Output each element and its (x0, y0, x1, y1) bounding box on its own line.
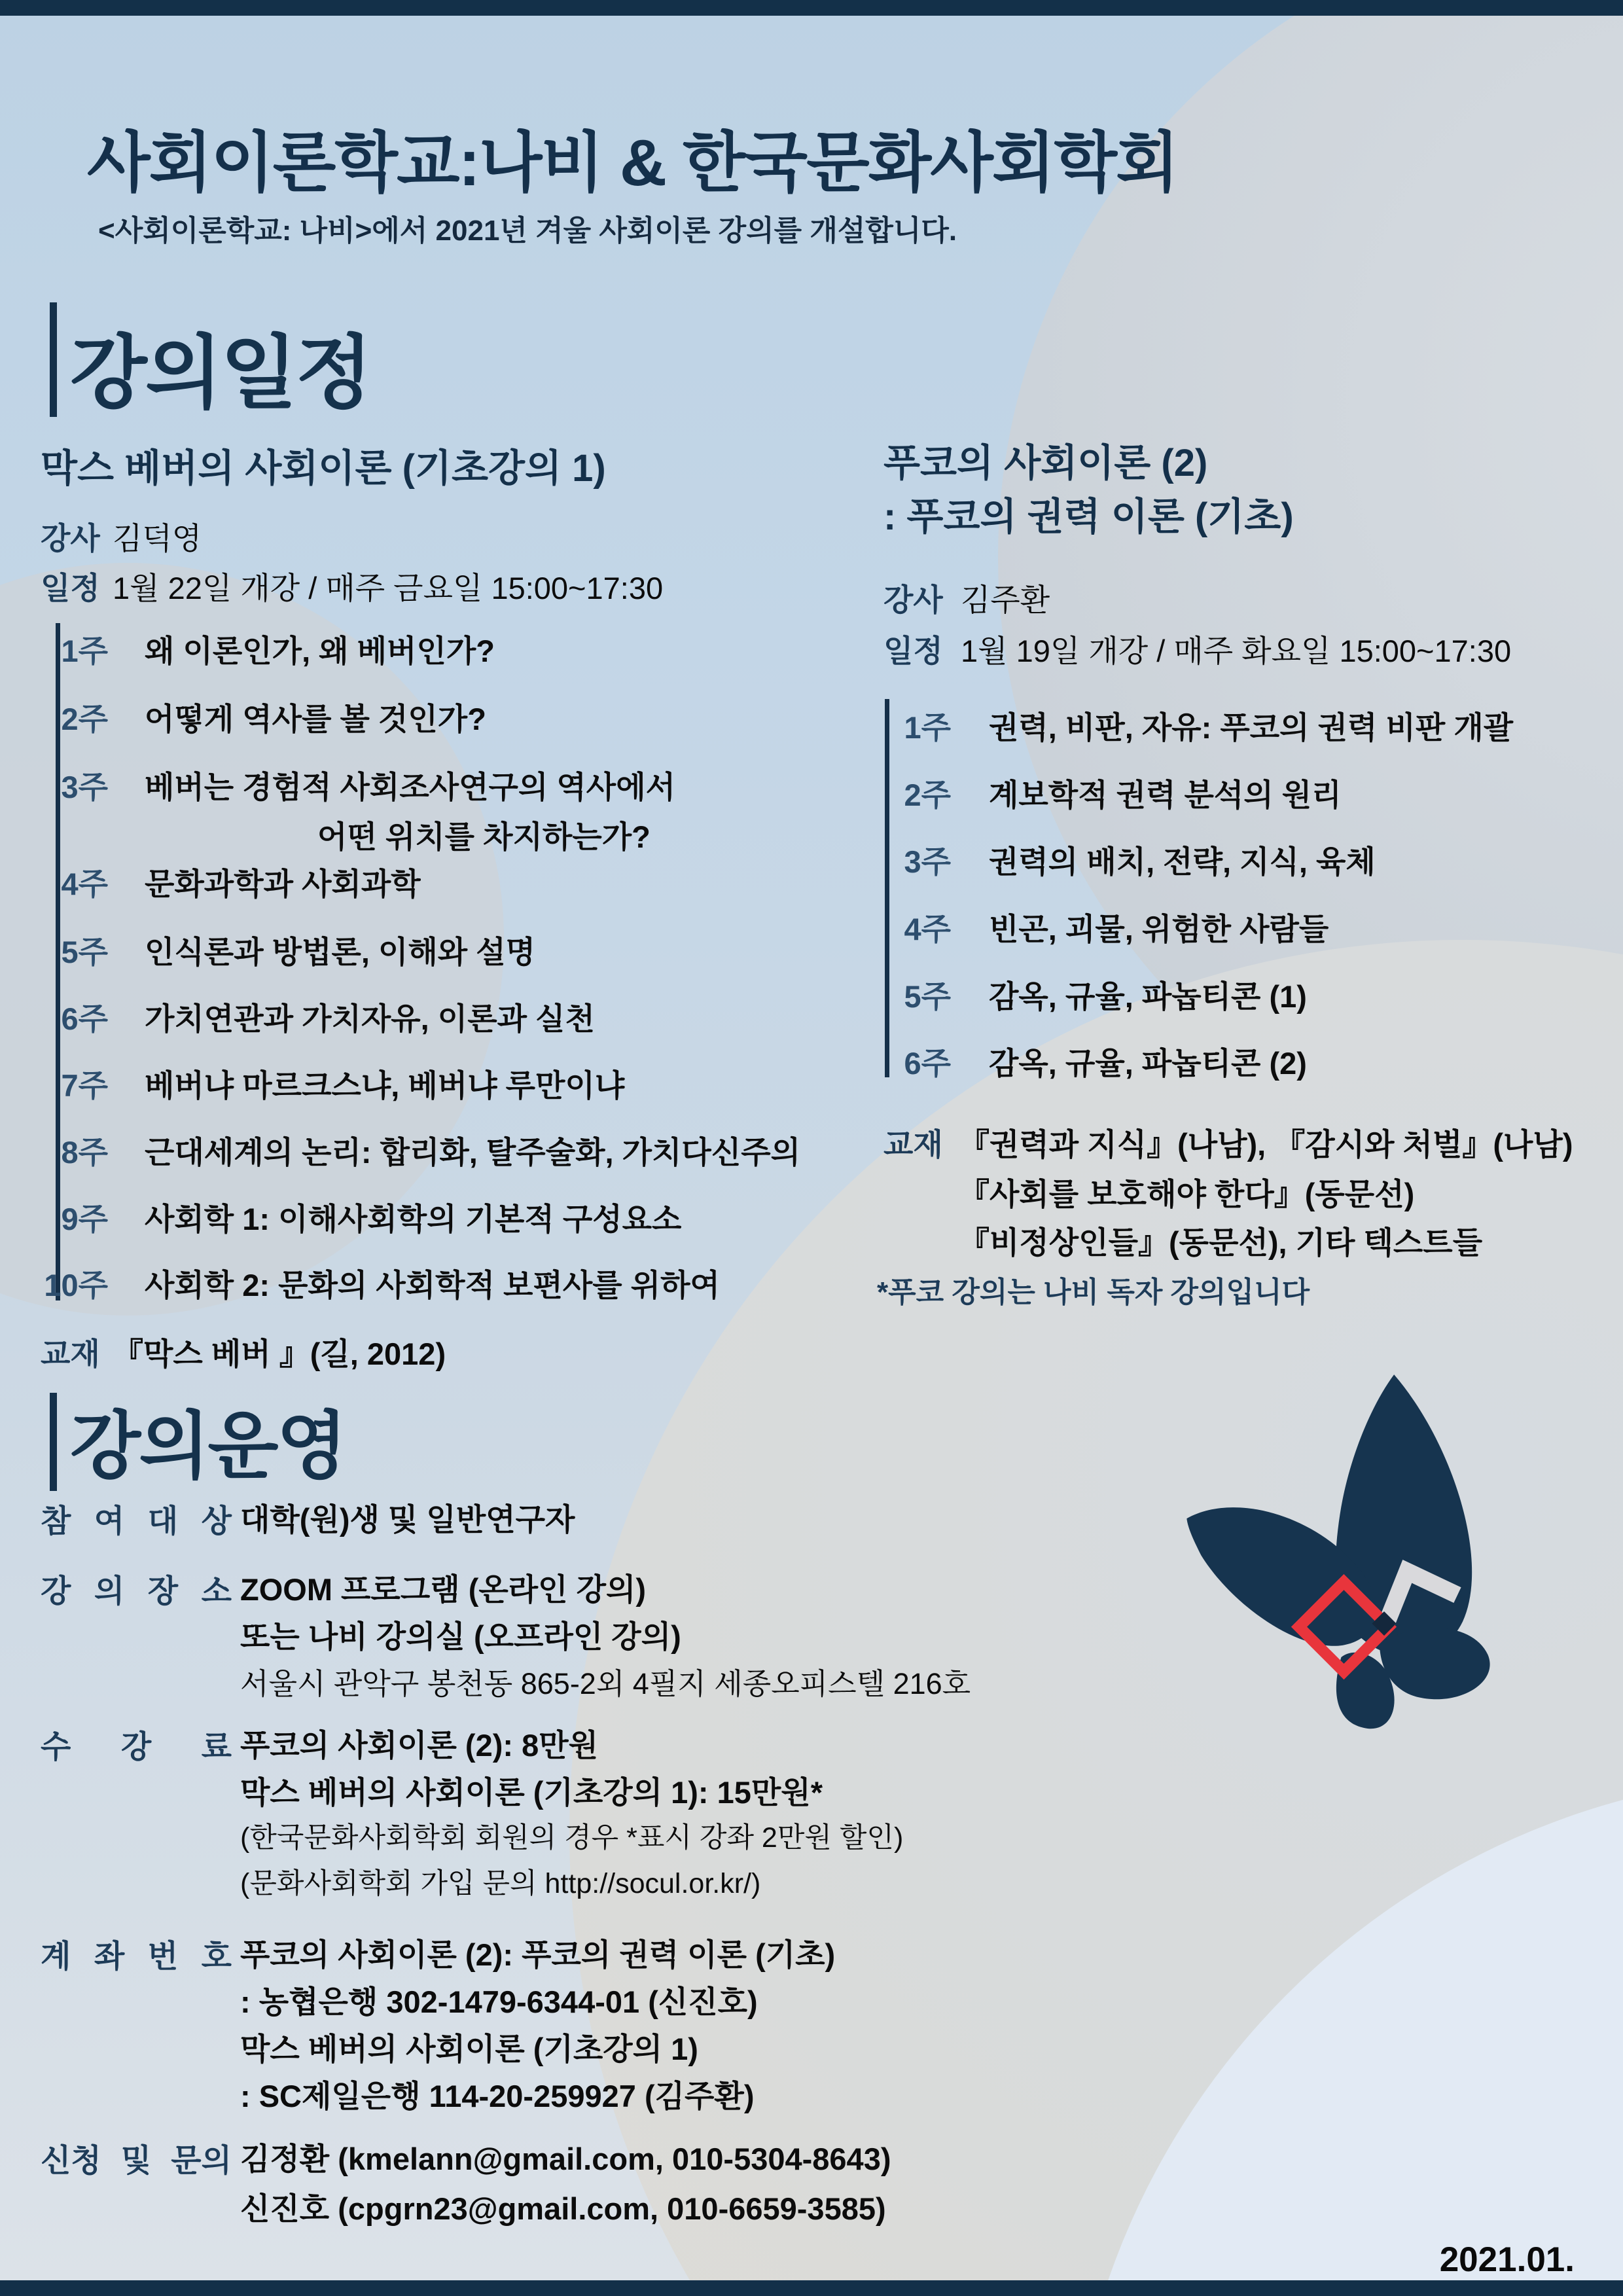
week-topic: 근대세계의 논리: 합리화, 탈주술화, 가치다신주의 (145, 1135, 801, 1170)
weber-schedule: 1월 22일 개강 / 매주 금요일 15:00~17:30 (113, 571, 664, 605)
week-number: 6주 (904, 1046, 951, 1081)
week-number: 1주 (61, 634, 108, 668)
row-value: ZOOM 프로그램 (온라인 강의) (240, 1572, 647, 1607)
foucault-instructor: 김주환 (961, 583, 1050, 617)
schedule-heading-bar (50, 302, 57, 417)
week-number: 10주 (44, 1268, 108, 1302)
row-value: 신진호 (cpgrn23@gmail.com, 010-6659-3585) (240, 2191, 886, 2226)
row-label: 수 강 료 (41, 1730, 232, 1765)
week-number: 9주 (61, 1202, 108, 1236)
weber-instructor-label: 강사 (41, 521, 100, 556)
week-number: 3주 (61, 770, 108, 804)
week-topic: 문화과학과 사회과학 (145, 867, 421, 901)
week-number: 5주 (61, 935, 108, 969)
week-number: 2주 (904, 778, 951, 812)
week-number: 3주 (904, 844, 951, 879)
top-bar (0, 0, 1623, 16)
foucault-schedule: 1월 19일 개강 / 매주 화요일 15:00~17:30 (961, 634, 1512, 668)
row-label: 강 의 장 소 (41, 1574, 232, 1609)
week-number: 8주 (61, 1135, 108, 1170)
week-topic: 가치연관과 가치자유, 이론과 실천 (145, 1001, 595, 1036)
week-topic: 권력, 비판, 자유: 푸코의 권력 비판 개괄 (989, 710, 1514, 745)
foucault-course-title-line1: 푸코의 사회이론 (2) (883, 442, 1208, 484)
row-value: (한국문화사회학회 회원의 경우 *표시 강좌 2만원 할인) (240, 1822, 904, 1854)
foucault-schedule-label: 일정 (883, 634, 943, 668)
row-value: 또는 나비 강의실 (오프라인 강의) (240, 1619, 681, 1654)
row-value: 막스 베버의 사회이론 (기초강의 1) (240, 2032, 698, 2066)
butterfly-logo (1175, 1363, 1518, 1732)
week-number: 7주 (61, 1068, 108, 1103)
week-row (39, 995, 595, 1039)
row-value: 서울시 관악구 봉천동 865-2외 4필지 세종오피스텔 216호 (240, 1667, 971, 1700)
week-topic: 감옥, 규율, 파놉티콘 (2) (989, 1046, 1307, 1081)
foucault-textbook-line: 『비정상인들』(동문선), 기타 텍스트들 (959, 1225, 1483, 1260)
week-number: 4주 (904, 912, 951, 946)
week-row (39, 1261, 720, 1305)
row-value: (문화사회학회 가입 문의 http://socul.or.kr/) (240, 1868, 761, 1899)
week-row (889, 973, 1307, 1016)
foucault-course-title-line2: : 푸코의 권력 이론 (기초) (883, 495, 1294, 538)
weber-instructor: 김덕영 (113, 521, 202, 556)
foucault-textbook-line: 『권력과 지식』(나남), 『감시와 처벌』(나남) (959, 1127, 1573, 1162)
row-value: 김정환 (kmelann@gmail.com, 010-5304-8643) (240, 2142, 891, 2176)
foucault-note: *푸코 강의는 나비 독자 강의입니다 (877, 1276, 1310, 1308)
week-row (39, 695, 486, 739)
weber-textbook: 『막스 베버 』(길, 2012) (113, 1336, 446, 1371)
week-row (39, 627, 495, 671)
week-topic: 계보학적 권력 분석의 원리 (989, 778, 1342, 812)
week-topic: 왜 이론인가, 왜 베버인가? (145, 634, 495, 668)
week-row (889, 771, 1342, 815)
row-label: 계 좌 번 호 (41, 1939, 232, 1974)
week-row (39, 1062, 624, 1105)
bottom-bar (0, 2280, 1623, 2296)
week-row (39, 860, 421, 904)
week-row (889, 704, 1513, 747)
week-row (39, 1195, 681, 1239)
week-topic: 감옥, 규율, 파놉티콘 (1) (989, 979, 1307, 1014)
week-topic-continued: 어떤 위치를 차지하는가? (317, 819, 651, 854)
foucault-weeks-bar (885, 699, 889, 1077)
week-number: 1주 (904, 710, 951, 745)
page-title: 사회이론학교:나비 & 한국문화사회학회 (87, 126, 1178, 200)
week-topic: 사회학 1: 이해사회학의 기본적 구성요소 (145, 1202, 682, 1236)
week-topic: 어떻게 역사를 볼 것인가? (145, 702, 486, 736)
week-topic: 사회학 2: 문화의 사회학적 보편사를 위하여 (145, 1268, 720, 1302)
schedule-heading: 강의일정 (70, 329, 371, 418)
week-row (889, 905, 1329, 949)
row-label: 참 여 대 상 (41, 1504, 232, 1539)
week-number: 5주 (904, 979, 951, 1014)
week-topic: 권력의 배치, 전략, 지식, 육체 (989, 844, 1376, 879)
row-label: 신청 및 문의 (41, 2144, 232, 2178)
week-row (39, 763, 675, 807)
row-value: 막스 베버의 사회이론 (기초강의 1): 15만원* (240, 1775, 823, 1810)
foucault-instructor-label: 강사 (883, 583, 943, 617)
subtitle-pre: <사회이론학교: 나비>에서 (98, 215, 436, 247)
weber-schedule-label: 일정 (41, 571, 100, 605)
week-topic: 빈곤, 괴물, 위험한 사람들 (989, 912, 1329, 946)
week-row (39, 1128, 800, 1172)
week-topic: 인식론과 방법론, 이해와 설명 (145, 935, 536, 969)
week-number: 2주 (61, 702, 108, 736)
weber-course-title: 막스 베버의 사회이론 (기초강의 1) (41, 447, 606, 490)
butterfly-right-lobe (1380, 1628, 1490, 1699)
row-value: : 농협은행 302-1479-6344-01 (신진호) (240, 1984, 758, 2019)
foucault-textbook-line: 『사회를 보호해야 한다』(동문선) (959, 1177, 1415, 1211)
week-number: 4주 (61, 867, 108, 901)
foucault-textbook-label: 교재 (883, 1127, 943, 1162)
operation-heading-bar (50, 1393, 57, 1491)
subtitle-post: 개설합니다. (802, 215, 957, 247)
week-row (889, 1039, 1307, 1083)
week-topic: 베버냐 마르크스냐, 베버냐 루만이냐 (145, 1068, 625, 1103)
row-value: 푸코의 사회이론 (2): 8만원 (240, 1728, 599, 1763)
operation-heading: 강의운영 (70, 1405, 346, 1487)
weber-textbook-label: 교재 (41, 1336, 100, 1371)
week-number: 6주 (61, 1001, 108, 1036)
row-value: : SC제일은행 114-20-259927 (김주환) (240, 2079, 755, 2113)
row-value: 대학(원)생 및 일반연구자 (240, 1502, 575, 1537)
publication-date: 2021.01. (1439, 2240, 1575, 2279)
subtitle-emphasis: 2021년 겨울 사회이론 강의를 (435, 215, 802, 247)
week-topic: 베버는 경험적 사회조사연구의 역사에서 (145, 770, 676, 804)
week-row (889, 838, 1376, 882)
page-subtitle (98, 207, 957, 249)
row-value: 푸코의 사회이론 (2): 푸코의 권력 이론 (기초) (240, 1937, 836, 1972)
week-row (39, 928, 535, 972)
